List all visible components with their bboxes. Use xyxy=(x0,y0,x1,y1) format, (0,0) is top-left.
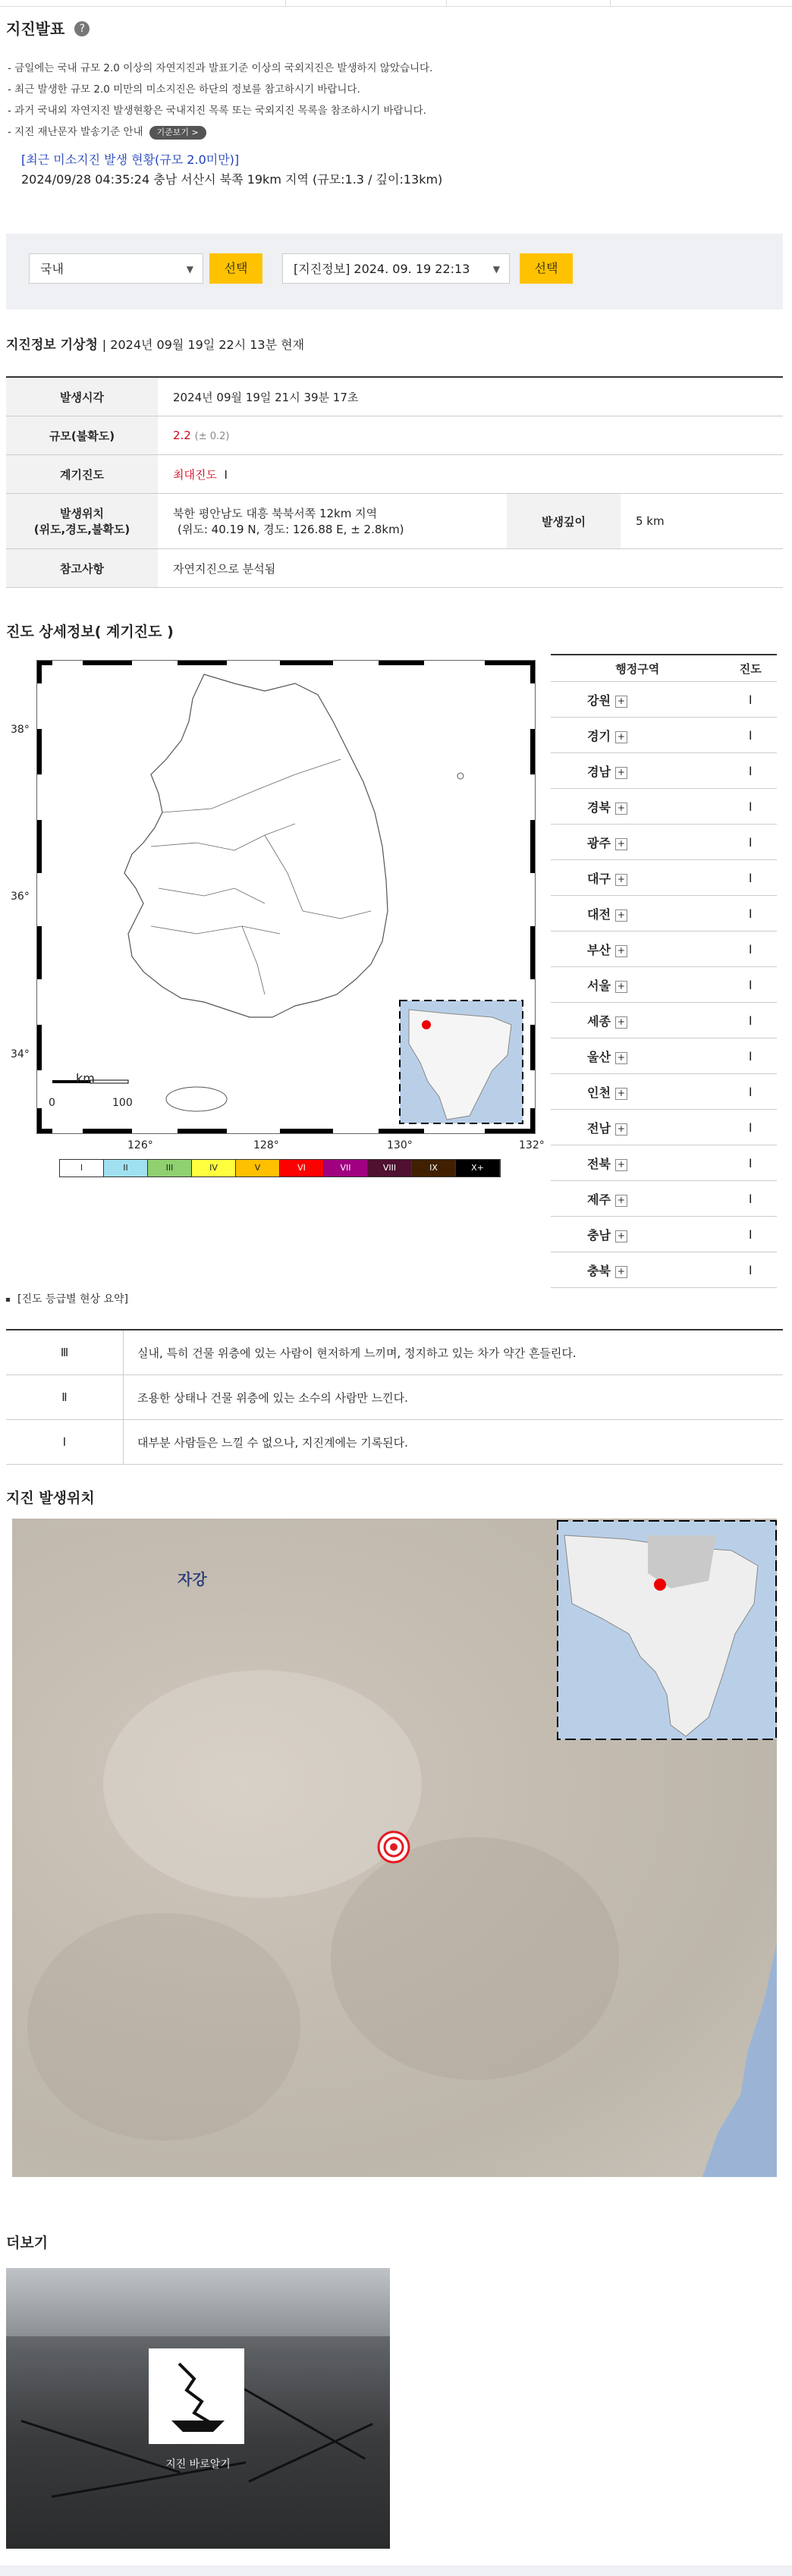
intensity-label: 계기진도 xyxy=(6,455,158,494)
location-value-line1: 북한 평안남도 대흥 북북서쪽 12km 지역 xyxy=(173,507,378,520)
region-select-button[interactable]: 선택 xyxy=(209,253,262,284)
expand-plus-icon[interactable]: + xyxy=(615,696,627,708)
max-intensity-label: 최대진도 xyxy=(173,467,217,482)
time-value: 2024년 09월 19일 21시 39분 17초 xyxy=(158,377,783,416)
region-name: 제주 xyxy=(587,1192,611,1207)
region-name: 충남 xyxy=(587,1227,611,1242)
region-intensity: Ⅰ xyxy=(724,682,777,718)
region-select[interactable] xyxy=(29,253,203,284)
location-map[interactable] xyxy=(12,1519,777,2177)
expand-plus-icon[interactable]: + xyxy=(615,1052,627,1064)
level-cell: Ⅲ xyxy=(6,1330,124,1375)
intensity-cell xyxy=(158,455,783,494)
more-title: 더보기 xyxy=(6,2235,49,2251)
region-intensity: Ⅰ xyxy=(724,789,777,825)
intensity-summary-table xyxy=(6,1329,783,1465)
criteria-button[interactable]: 기준보기 > xyxy=(149,126,206,140)
region-intensity: Ⅰ xyxy=(724,1038,777,1074)
sky-area xyxy=(6,2268,390,2336)
region-intensity: Ⅰ xyxy=(724,1003,777,1038)
region-intensity: Ⅰ xyxy=(724,1217,777,1252)
bullet-icon xyxy=(6,1298,10,1302)
scale-label-100: 100 xyxy=(112,1097,133,1109)
region-intensity: Ⅰ xyxy=(724,1252,777,1288)
region-intensity: Ⅰ xyxy=(724,931,777,967)
expand-plus-icon[interactable]: + xyxy=(615,1266,627,1278)
region-intensity: Ⅰ xyxy=(724,1110,777,1145)
region-cell xyxy=(551,1145,724,1181)
table-row xyxy=(551,931,777,967)
region-cell xyxy=(551,1181,724,1217)
expand-plus-icon[interactable]: + xyxy=(615,1195,627,1207)
recent-title[interactable]: [최근 미소지진 발생 현황(규모 2.0미만)] xyxy=(21,152,240,167)
guide-icon xyxy=(149,2348,244,2444)
expand-plus-icon[interactable]: + xyxy=(615,1159,627,1171)
max-intensity-value: Ⅰ xyxy=(224,467,228,482)
legend-item: VIII xyxy=(368,1160,412,1176)
lat-label: 38° xyxy=(11,724,30,736)
region-cell xyxy=(551,825,724,860)
announce-title: 지진발표 xyxy=(6,20,65,38)
depth-value: 5 km xyxy=(621,494,783,549)
region-intensity-table xyxy=(551,654,777,1288)
table-row xyxy=(6,1330,783,1375)
expand-plus-icon[interactable]: + xyxy=(615,838,627,850)
region-cell xyxy=(551,1217,724,1252)
earthquake-guide-card[interactable] xyxy=(6,2268,390,2549)
intensity-column-header: 진도 xyxy=(724,655,777,682)
region-name: 전북 xyxy=(587,1156,611,1171)
region-name: 강원 xyxy=(587,693,611,708)
region-name: 대구 xyxy=(587,871,611,886)
filter-panel xyxy=(6,234,783,309)
expand-plus-icon[interactable]: + xyxy=(615,981,627,993)
region-name: 전남 xyxy=(587,1120,611,1136)
table-row xyxy=(551,896,777,931)
info-heading-title: 지진정보 기상청 xyxy=(6,338,98,353)
info-heading xyxy=(6,334,304,353)
region-intensity: Ⅰ xyxy=(724,1145,777,1181)
region-intensity: Ⅰ xyxy=(724,896,777,931)
location-label-line1: 발생위치 xyxy=(60,507,104,520)
region-name: 광주 xyxy=(587,835,611,850)
location-title: 지진 발생위치 xyxy=(6,1490,95,1506)
expand-plus-icon[interactable]: + xyxy=(615,945,627,957)
table-row xyxy=(551,1181,777,1217)
table-row xyxy=(6,1420,783,1465)
description-cell: 조용한 상태나 건물 위층에 있는 소수의 사람만 느낀다. xyxy=(124,1375,784,1420)
level-cell: Ⅰ xyxy=(6,1420,124,1465)
description-cell: 실내, 특히 건물 위층에 있는 사람이 현저하게 느끼며, 정지하고 있는 차가 약간 흔들린다. xyxy=(124,1330,784,1375)
region-intensity: Ⅰ xyxy=(724,967,777,1003)
info-select-button[interactable]: 선택 xyxy=(520,253,573,284)
region-name: 대전 xyxy=(587,906,611,922)
region-cell xyxy=(551,1003,724,1038)
location-value-line2: (위도: 40.19 N, 경도: 126.88 E, ± 2.8km) xyxy=(178,523,404,536)
lon-label: 130° xyxy=(387,1139,413,1151)
legend-item: II xyxy=(104,1160,148,1176)
region-name: 인천 xyxy=(587,1085,611,1100)
location-label xyxy=(6,494,158,549)
legend-item: III xyxy=(148,1160,192,1176)
info-select[interactable] xyxy=(282,253,510,284)
guide-label: 지진 바로알기 xyxy=(165,2458,231,2471)
crack-line xyxy=(233,2382,366,2460)
summary-title xyxy=(6,1291,128,1306)
time-label: 발생시각 xyxy=(6,377,158,416)
region-cell xyxy=(551,753,724,789)
table-row xyxy=(551,1217,777,1252)
region-cell xyxy=(551,931,724,967)
region-cell xyxy=(551,1110,724,1145)
table-row xyxy=(551,1110,777,1145)
table-row xyxy=(6,1375,783,1420)
depth-label: 발생깊이 xyxy=(507,494,621,549)
scale-unit: km xyxy=(76,1071,95,1085)
notice-list xyxy=(8,58,432,143)
table-row xyxy=(551,860,777,896)
region-cell xyxy=(551,967,724,1003)
magnitude-cell xyxy=(158,416,783,455)
region-cell xyxy=(551,896,724,931)
legend-item: IX xyxy=(412,1160,456,1176)
lat-label: 36° xyxy=(11,891,30,903)
legend-item: VI xyxy=(280,1160,324,1176)
location-value xyxy=(158,494,507,549)
magnitude-uncertainty: (± 0.2) xyxy=(194,431,230,442)
legend-item: X+ xyxy=(456,1160,500,1176)
jeju-island xyxy=(166,1087,227,1111)
intensity-map[interactable] xyxy=(36,660,536,1134)
lat-label: 34° xyxy=(11,1048,30,1060)
place-label: 자강 xyxy=(178,1570,207,1588)
magnitude-value: 2.2 xyxy=(173,429,191,442)
region-cell xyxy=(551,718,724,753)
notice-item: - 과거 국내외 자연지진 발생현황은 국내지진 목록 또는 국외지진 목록을 참조하시기 바랍니다. xyxy=(8,105,426,117)
question-icon[interactable]: ? xyxy=(74,21,90,36)
terrain-texture xyxy=(103,1670,422,1898)
region-cell xyxy=(551,1252,724,1288)
chevron-down-icon: ▼ xyxy=(492,264,500,275)
reference-label: 참고사항 xyxy=(6,549,158,588)
region-cell xyxy=(551,1074,724,1110)
terrain-texture xyxy=(331,1837,619,2080)
region-name: 서울 xyxy=(587,978,611,993)
notice-item xyxy=(8,121,432,143)
sea-area xyxy=(672,1943,777,2177)
house-crack-icon xyxy=(149,2348,244,2444)
region-intensity: Ⅰ xyxy=(724,860,777,896)
table-row xyxy=(551,967,777,1003)
expand-plus-icon[interactable]: + xyxy=(615,909,627,922)
intensity-legend xyxy=(59,1159,501,1177)
region-cell xyxy=(551,1038,724,1074)
region-name: 부산 xyxy=(587,942,611,957)
region-select-value: 국내 xyxy=(40,262,64,276)
magnitude-label: 규모(불확도) xyxy=(6,416,158,455)
info-heading-time: | 2024년 09월 19일 22시 13분 현재 xyxy=(102,338,305,352)
table-row xyxy=(551,753,777,789)
chevron-down-icon: ▼ xyxy=(186,264,193,275)
notice-text: - 지진 재난문자 발송기준 안내 xyxy=(8,126,143,138)
table-row xyxy=(551,1038,777,1074)
expand-plus-icon[interactable]: + xyxy=(615,1016,627,1029)
announce-header xyxy=(6,17,90,39)
table-row xyxy=(551,1145,777,1181)
table-row xyxy=(551,682,777,718)
intensity-map-svg xyxy=(37,661,535,1133)
ulleung-island xyxy=(457,773,464,779)
expand-plus-icon[interactable]: + xyxy=(615,1123,627,1136)
region-intensity: Ⅰ xyxy=(724,1074,777,1110)
table-row xyxy=(551,1252,777,1288)
legend-item: I xyxy=(60,1160,104,1176)
region-cell xyxy=(551,789,724,825)
earthquake-info-table xyxy=(6,376,783,588)
location-label-line2: (위도,경도,불확도) xyxy=(33,523,130,536)
table-row xyxy=(551,825,777,860)
info-select-value: [지진정보] 2024. 09. 19 22:13 xyxy=(294,262,470,276)
lon-label: 126° xyxy=(127,1139,153,1151)
recent-micro xyxy=(21,150,442,190)
lon-label: 132° xyxy=(519,1139,545,1151)
legend-item: IV xyxy=(192,1160,236,1176)
expand-plus-icon[interactable]: + xyxy=(615,874,627,886)
detail-title: 진도 상세정보( 계기진도 ) xyxy=(6,624,174,640)
footer-strip xyxy=(0,2565,792,2576)
region-name: 경기 xyxy=(587,728,611,743)
inset-map xyxy=(557,1520,777,1740)
region-cell xyxy=(551,860,724,896)
lon-label: 128° xyxy=(253,1139,279,1151)
level-cell: Ⅱ xyxy=(6,1375,124,1420)
table-row xyxy=(551,1074,777,1110)
epicenter-marker xyxy=(376,1830,411,1864)
region-cell xyxy=(551,682,724,718)
expand-plus-icon[interactable]: + xyxy=(615,1230,627,1242)
top-bar xyxy=(0,0,792,7)
description-cell: 대부분 사람들은 느낄 수 없으나, 지진계에는 기록된다. xyxy=(124,1420,784,1465)
terrain-texture xyxy=(27,1913,300,2141)
expand-plus-icon[interactable]: + xyxy=(615,803,627,815)
table-row xyxy=(551,718,777,753)
legend-item: VII xyxy=(324,1160,368,1176)
notice-item: - 최근 발생한 규모 2.0 미만의 미소지진은 하단의 정보를 참고하시기 바랍니다. xyxy=(8,83,360,96)
region-name: 경남 xyxy=(587,764,611,779)
recent-item: 2024/09/28 04:35:24 충남 서산시 북쪽 19km 지역 (규모:1.3 / 깊이:13km) xyxy=(21,172,443,187)
region-intensity: Ⅰ xyxy=(724,753,777,789)
scale-label-0: 0 xyxy=(49,1097,55,1109)
region-intensity: Ⅰ xyxy=(724,825,777,860)
reference-value: 자연지진으로 분석됨 xyxy=(158,549,783,588)
table-row xyxy=(551,789,777,825)
inset-map xyxy=(400,1001,523,1123)
expand-plus-icon[interactable]: + xyxy=(615,731,627,743)
peninsula-outline xyxy=(124,674,388,1017)
summary-title-text: [진도 등급별 현상 요약] xyxy=(17,1293,128,1305)
notice-item: - 금일에는 국내 규모 2.0 이상의 자연지진과 발표기준 이상의 국외지진은 발생하지 않았습니다. xyxy=(8,62,433,74)
region-name: 경북 xyxy=(587,800,611,815)
table-row xyxy=(551,1003,777,1038)
legend-item: V xyxy=(236,1160,280,1176)
region-intensity: Ⅰ xyxy=(724,1181,777,1217)
region-name: 충북 xyxy=(587,1263,611,1278)
region-column-header: 행정구역 xyxy=(551,655,724,682)
region-name: 세종 xyxy=(587,1013,611,1029)
expand-plus-icon[interactable]: + xyxy=(615,1088,627,1100)
expand-plus-icon[interactable]: + xyxy=(615,767,627,779)
region-intensity: Ⅰ xyxy=(724,718,777,753)
region-name: 울산 xyxy=(587,1049,611,1064)
